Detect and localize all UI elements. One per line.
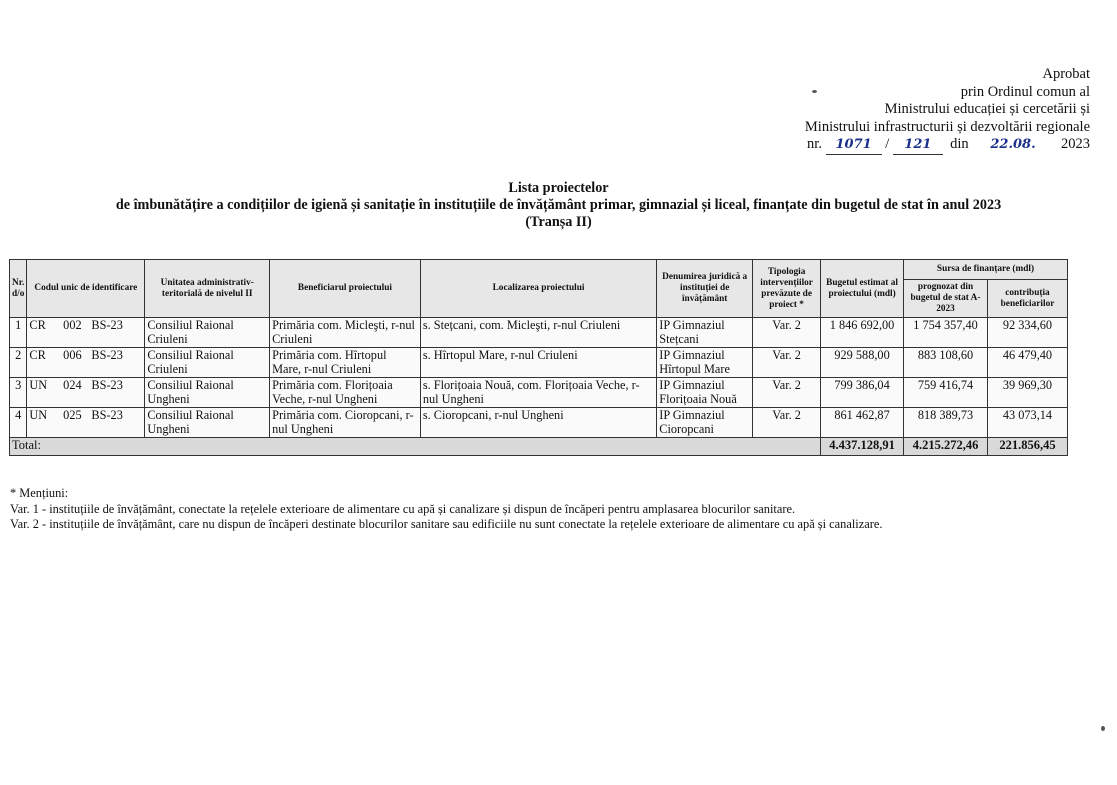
nr-value-2: 121 (904, 137, 932, 152)
row-institution: IP Gimnaziul Stețcani (657, 318, 753, 348)
row-location: s. Cioropcani, r-nul Ungheni (420, 408, 656, 438)
row-contribution: 46 479,40 (987, 348, 1067, 378)
row-state: 818 389,73 (904, 408, 988, 438)
row-location: s. Stețcani, com. Micleşti, r-nul Criuleni (420, 318, 656, 348)
row-nr: 2 (10, 348, 27, 378)
row-code: UN 024 BS-23 (27, 378, 145, 408)
row-beneficiary: Primăria com. Micleşti, r-nul Criuleni (270, 318, 421, 348)
row-unit: Consiliul Raional Criuleni (145, 318, 270, 348)
total-budget: 4.437.128,91 (821, 438, 904, 456)
nr-value-1: 1071 (835, 137, 872, 152)
row-unit: Consiliul Raional Ungheni (145, 408, 270, 438)
title-line-2: de îmbunătățire a condițiilor de igienă și sanitație în instituțiile de învățământ primar, gimnazial și liceal, finanțate din bugetul de stat în anul 2023 (115, 197, 1002, 213)
notes-block (10, 486, 882, 533)
table-row (10, 408, 1068, 438)
note-var-2: Var. 2 - instituțiile de învățământ, care nu dispun de încăperi destinate blocurilor sanitare sau edificiile nu sunt conectate la rețelele exterioare de alimentare cu apă și canalizare. (10, 517, 883, 531)
projects-table (9, 259, 1068, 456)
table-row (10, 318, 1068, 348)
row-code: CR 006 BS-23 (27, 348, 145, 378)
table-row (10, 348, 1068, 378)
row-unit: Consiliul Raional Criuleni (145, 348, 270, 378)
row-state: 1 754 357,40 (904, 318, 988, 348)
row-contribution: 39 969,30 (987, 378, 1067, 408)
nr-separator: / (885, 136, 890, 152)
header-contribution: contribuția beneficiarilor (987, 280, 1067, 318)
approval-line-1: Aprobat (1042, 66, 1090, 82)
row-code: UN 025 BS-23 (27, 408, 145, 438)
header-typology: Tipologia intervențiilor prevăzute de proiect * (753, 260, 821, 318)
row-budget: 861 462,87 (821, 408, 904, 438)
row-typology: Var. 2 (753, 408, 821, 438)
header-location: Localizarea proiectului (420, 260, 656, 318)
title-line-1: Lista proiectelor (508, 180, 609, 196)
row-beneficiary: Primăria com. Cioropcani, r-nul Ungheni (270, 408, 421, 438)
approval-line-4: Ministrului infrastructurii și dezvoltării regionale (804, 118, 1090, 135)
header-code: Codul unic de identificare (27, 260, 145, 318)
approval-year: 2023 (1061, 136, 1090, 152)
header-institution: Denumirea juridică a instituției de învățământ (657, 260, 753, 318)
row-institution: IP Gimnaziul Hîrtopul Mare (657, 348, 753, 378)
row-budget: 929 588,00 (821, 348, 904, 378)
scan-speck (812, 90, 817, 93)
row-contribution: 43 073,14 (987, 408, 1067, 438)
order-number-line (805, 136, 1090, 155)
scan-speck (1101, 726, 1105, 731)
approval-date: 22.08. (990, 137, 1036, 152)
row-typology: Var. 2 (753, 348, 821, 378)
header-beneficiary: Beneficiarul proiectului (270, 260, 421, 318)
total-row (10, 438, 1068, 456)
note-var-1: Var. 1 - instituțiile de învățământ, conectate la rețelele exterioare de alimentare cu apă și canalizare și dispun de încăperi pentru amplasarea blocurilor sanitare. (10, 501, 796, 516)
row-code: CR 002 BS-23 (27, 318, 145, 348)
row-institution: IP Gimnaziul Cioropcani (657, 408, 753, 438)
row-beneficiary: Primăria com. Florițoaia Veche, r-nul Ungheni (270, 378, 421, 408)
header-budget: Bugetul estimat al proiectului (mdl) (821, 260, 904, 318)
row-location: s. Hîrtopul Mare, r-nul Criuleni (420, 348, 656, 378)
din-label: din (950, 136, 969, 152)
row-institution: IP Gimnaziul Florițoaia Nouă (657, 378, 753, 408)
row-typology: Var. 2 (753, 318, 821, 348)
row-nr: 4 (10, 408, 27, 438)
row-location: s. Florițoaia Nouă, com. Florițoaia Veche, r-nul Ungheni (420, 378, 656, 408)
header-nr: Nr. d/o (10, 260, 27, 318)
approval-line-3: Ministrului educației și cercetării și (884, 101, 1090, 117)
notes-heading: * Mențiuni: (10, 486, 69, 500)
total-label: Total: (10, 438, 821, 456)
total-state: 4.215.272,46 (904, 438, 988, 456)
approval-line-2: prin Ordinul comun al (960, 83, 1090, 100)
row-state: 883 108,60 (904, 348, 988, 378)
row-budget: 799 386,04 (821, 378, 904, 408)
row-contribution: 92 334,60 (987, 318, 1067, 348)
row-nr: 1 (10, 318, 27, 348)
row-state: 759 416,74 (904, 378, 988, 408)
total-contribution: 221.856,45 (987, 438, 1067, 456)
row-nr: 3 (10, 378, 27, 408)
header-state-budget: prognozat din bugetul de stat A-2023 (904, 280, 988, 318)
header-funding: Sursa de finanțare (mdl) (904, 260, 1068, 280)
row-budget: 1 846 692,00 (821, 318, 904, 348)
header-unit: Unitatea administrativ-teritorială de nivelul II (145, 260, 270, 318)
nr-label: nr. (807, 136, 822, 152)
title-line-3: (Tranșa II) (525, 214, 592, 230)
row-typology: Var. 2 (753, 378, 821, 408)
row-unit: Consiliul Raional Ungheni (145, 378, 270, 408)
table-row (10, 378, 1068, 408)
document-title (0, 180, 1117, 231)
approval-block (805, 66, 1090, 155)
row-beneficiary: Primăria com. Hîrtopul Mare, r-nul Criuleni (270, 348, 421, 378)
